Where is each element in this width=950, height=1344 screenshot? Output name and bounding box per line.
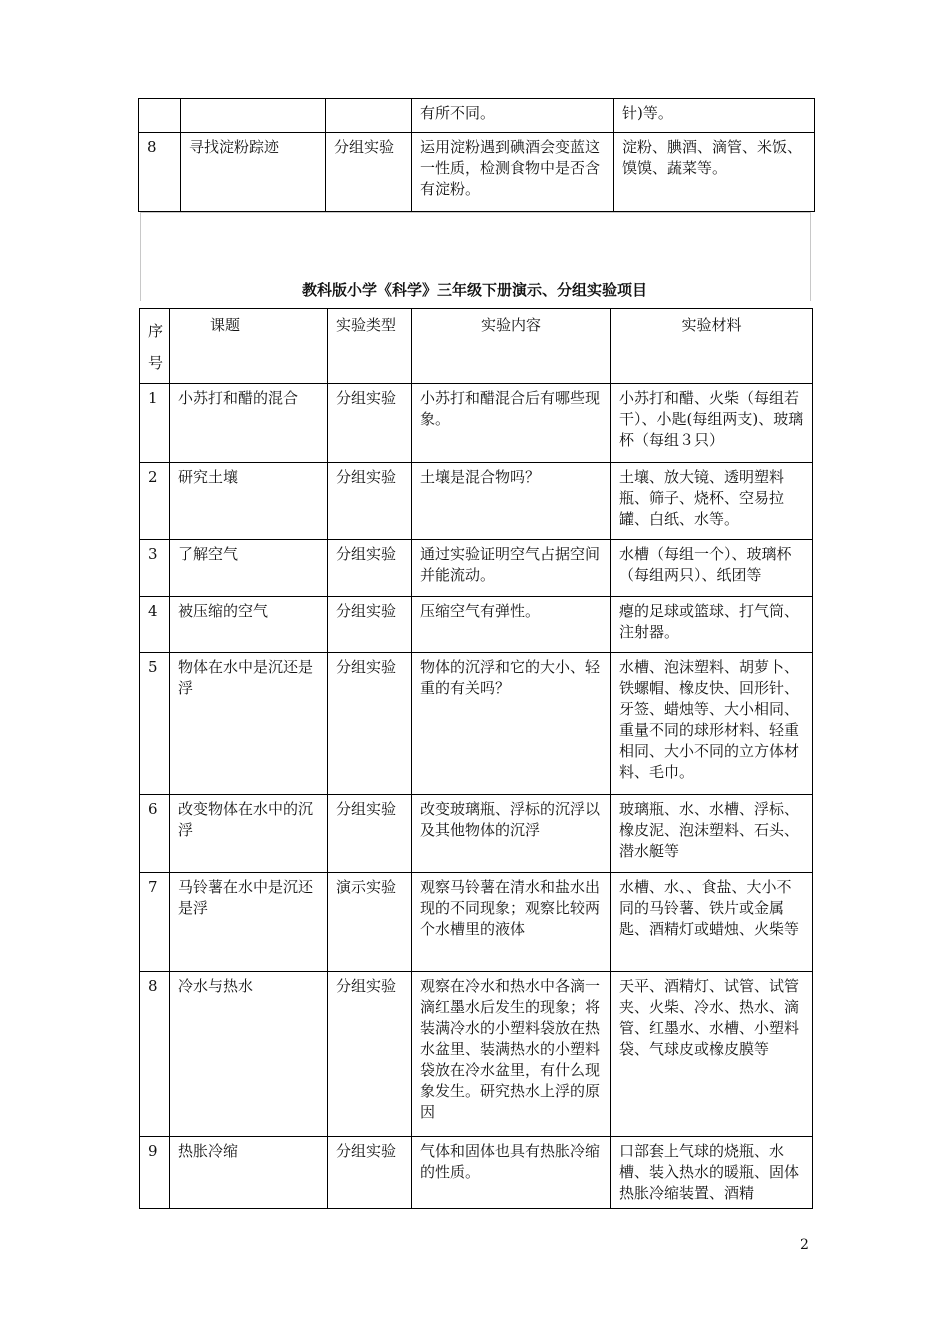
cell-num: 3 (140, 540, 170, 597)
cell-topic: 马铃薯在水中是沉还是浮 (170, 873, 328, 972)
cell-topic: 寻找淀粉踪迹 (181, 133, 326, 212)
header-content: 实验内容 (412, 309, 611, 384)
section-title: 教科版小学《科学》三年级下册演示、分组实验项目 (301, 281, 647, 299)
cell-num: 8 (139, 133, 181, 212)
cell-materials: 针)等。 (614, 99, 815, 133)
cell-content: 通过实验证明空气占据空间并能流动。 (412, 540, 611, 597)
cell-content: 小苏打和醋混合后有哪些现象。 (412, 384, 611, 463)
table-row (140, 972, 813, 1137)
table-row (140, 597, 813, 653)
cell-num: 1 (140, 384, 170, 463)
cell-materials: 水槽、泡沫塑料、胡萝卜、铁螺帽、橡皮快、回形针、牙签、蜡烛等、大小相同、重量不同的球形材料、轻重相同、大小不同的立方体材料、毛巾。 (611, 653, 813, 795)
table-row (139, 99, 815, 133)
table-row (140, 873, 813, 972)
cell-topic: 被压缩的空气 (170, 597, 328, 653)
header-type: 实验类型 (328, 309, 412, 384)
cell-materials: 小苏打和醋、火柴（每组若干）、小匙(每组两支)、玻璃杯（每组３只） (611, 384, 813, 463)
cell-materials: 天平、酒精灯、试管、试管夹、火柴、冷水、热水、滴管、红墨水、水槽、小塑料袋、气球皮或橡皮膜等 (611, 972, 813, 1137)
cell-content: 改变玻璃瓶、浮标的沉浮以及其他物体的沉浮 (412, 795, 611, 873)
cell-materials: 淀粉、腆酒、滴管、米饭、馍馍、蔬菜等。 (614, 133, 815, 212)
cell-topic: 物体在水中是沉还是浮 (170, 653, 328, 795)
cell-type: 分组实验 (328, 795, 412, 873)
table-row (140, 384, 813, 463)
cell-materials: 口部套上气球的烧瓶、水槽、装入热水的暖瓶、固体热胀冷缩装置、酒精 (611, 1137, 813, 1209)
cell-content: 土壤是混合物吗？ (412, 463, 611, 540)
cell-num: 7 (140, 873, 170, 972)
page-number: 2 (800, 1237, 809, 1253)
cell-materials: 水槽（每组一个）、玻璃杯（每组两只）、纸团等 (611, 540, 813, 597)
cell-num: 5 (140, 653, 170, 795)
cell-num (139, 99, 181, 133)
cell-type: 分组实验 (328, 597, 412, 653)
cell-content: 运用淀粉遇到碘酒会变蓝这一性质，检测食物中是否含有淀粉。 (412, 133, 614, 212)
cell-num: 2 (140, 463, 170, 540)
experiment-table (139, 308, 813, 1209)
cell-materials: 水槽、水、、食盐、大小不同的马铃薯、铁片或金属匙、酒精灯或蜡烛、火柴等 (611, 873, 813, 972)
cell-topic: 小苏打和醋的混合 (170, 384, 328, 463)
table-row (140, 1137, 813, 1209)
cell-num: 6 (140, 795, 170, 873)
cell-num: 4 (140, 597, 170, 653)
cell-type (326, 99, 412, 133)
cell-content: 压缩空气有弹性。 (412, 597, 611, 653)
cell-content: 观察在冷水和热水中各滴一滴红墨水后发生的现象；将装满冷水的小塑料袋放在热水盆里、装满热水的小塑料袋放在冷水盆里，有什么现象发生。研究热水上浮的原因 (412, 972, 611, 1137)
cell-type: 分组实验 (328, 384, 412, 463)
cell-topic: 改变物体在水中的沉浮 (170, 795, 328, 873)
table-row (140, 540, 813, 597)
cell-content: 气体和固体也具有热胀冷缩的性质。 (412, 1137, 611, 1209)
cell-content: 物体的沉浮和它的大小、轻重的有关吗？ (412, 653, 611, 795)
cell-topic: 研究土壤 (170, 463, 328, 540)
cell-type: 分组实验 (326, 133, 412, 212)
cell-type: 分组实验 (328, 540, 412, 597)
cell-num: 8 (140, 972, 170, 1137)
cell-materials: 玻璃瓶、水、水槽、浮标、橡皮泥、泡沫塑料、石头、潜水艇等 (611, 795, 813, 873)
cell-topic (181, 99, 326, 133)
header-num: 序号 (140, 309, 170, 384)
cell-type: 分组实验 (328, 653, 412, 795)
cell-content: 有所不同。 (412, 99, 614, 133)
table-row (139, 133, 815, 212)
cell-type: 分组实验 (328, 972, 412, 1137)
cell-type: 演示实验 (328, 873, 412, 972)
cell-content: 观察马铃薯在清水和盐水出现的不同现象；观察比较两个水槽里的液体 (412, 873, 611, 972)
header-materials: 实验材料 (611, 309, 813, 384)
cell-materials: 瘪的足球或篮球、打气筒、注射器。 (611, 597, 813, 653)
continued-table (138, 98, 815, 212)
cell-materials: 土壤、放大镜、透明塑料瓶、筛子、烧杯、空易拉罐、白纸、水等。 (611, 463, 813, 540)
table-row (140, 795, 813, 873)
cell-topic: 冷水与热水 (170, 972, 328, 1137)
header-topic: 课题 (170, 309, 328, 384)
cell-topic: 热胀冷缩 (170, 1137, 328, 1209)
table-row (140, 463, 813, 540)
cell-type: 分组实验 (328, 463, 412, 540)
cell-num: 9 (140, 1137, 170, 1209)
cell-type: 分组实验 (328, 1137, 412, 1209)
table-row (140, 653, 813, 795)
cell-topic: 了解空气 (170, 540, 328, 597)
table-header-row (140, 309, 813, 384)
